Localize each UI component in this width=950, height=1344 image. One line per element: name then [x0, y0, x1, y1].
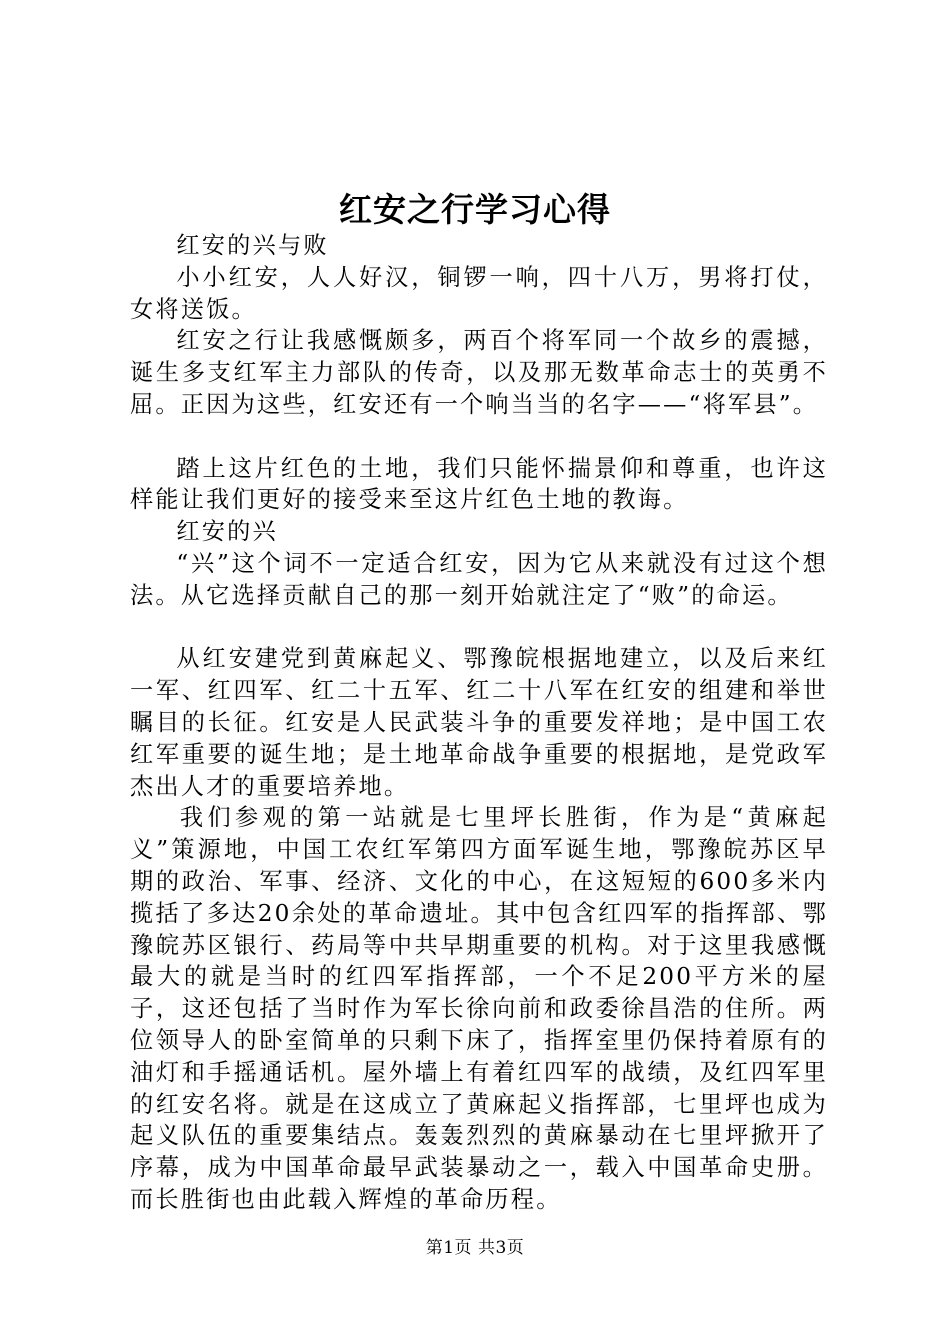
- section-heading: 红安的兴与败: [176, 232, 329, 259]
- paragraph: 红安之行让我感慨颇多，两百个将军同一个故乡的震撼，诞生多支红军主力部队的传奇，以及那无数革命志士的英勇不屈。正因为这些，红安还有一个响当当的名字——“将军县”。: [130, 327, 828, 418]
- paragraph: 我们参观的第一站就是七里坪长胜街，作为是“黄麻起义”策源地，中国工农红军第四方面军诞生地，鄂豫皖苏区早期的政治、军事、经济、文化的中心，在这短短的600多米内揽括了多达20余处的革命遗址。其中包含红四军的指挥部、鄂豫皖苏区银行、药局等中共早期重要的机构。对于这里我感慨最大的就是当时的红四军指挥部，一个不足200平方米的屋子，这还包括了当时作为军长徐向前和政委徐昌浩的住所。两位领导人的卧室简单的只剩下床了，指挥室里仍保持着原有的油灯和手摇通话机。屋外墙上有着红四军的战绩，及红四军里的红安名将。就是在这成立了黄麻起义指挥部，七里坪也成为起义队伍的重要集结点。轰轰烈烈的黄麻暴动在七里坪掀开了序幕，成为中国革命最早武装暴动之一，载入中国革命史册。而长胜街也由此载入辉煌的革命历程。: [130, 804, 828, 1213]
- document-body: [130, 230, 828, 1216]
- paragraph: “兴”这个词不一定适合红安，因为它从来就没有过这个想法。从它选择贡献自己的那一刻开始就注定了“败”的命运。: [130, 549, 828, 609]
- paragraph: 从红安建党到黄麻起义、鄂豫皖根据地建立，以及后来红一军、红四军、红二十五军、红二十八军在红安的组建和举世瞩目的长征。红安是人民武装斗争的重要发祥地；是中国工农红军重要的诞生地；是土地革命战争重要的根据地，是党政军杰出人才的重要培养地。: [130, 645, 828, 800]
- page-indicator: 第1页 共3页: [425, 1238, 525, 1258]
- paragraph: 踏上这片红色的土地，我们只能怀揣景仰和尊重，也许这样能让我们更好的接受来至这片红色土地的教诲。: [130, 454, 828, 514]
- paragraph: 小小红安，人人好汉，铜锣一响，四十八万，男将打仗，女将送饭。: [130, 263, 828, 323]
- document-title: 红安之行学习心得: [339, 190, 611, 229]
- section-heading: 红安的兴: [176, 518, 278, 546]
